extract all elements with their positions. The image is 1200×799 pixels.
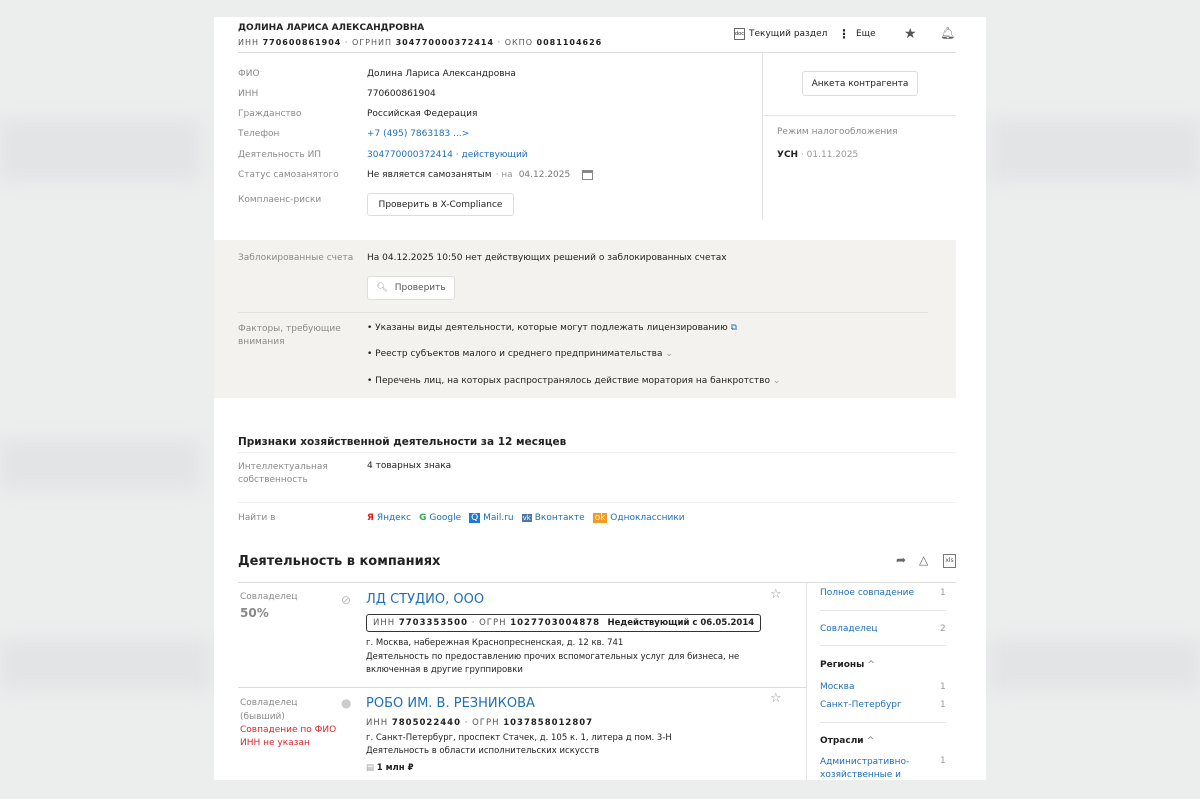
label-citizenship: Гражданство [238, 109, 302, 119]
label-ip-activity: Деятельность ИП [238, 150, 322, 160]
star-outline-icon[interactable]: ☆ [770, 587, 782, 602]
company-link[interactable]: ЛД СТУДИО, ООО [366, 592, 485, 607]
filter-count: 1 [940, 588, 946, 598]
google-icon: G [419, 513, 427, 523]
filter-region[interactable]: Москва [820, 682, 855, 692]
company-activity: Деятельность по предоставлению прочих вспомогательных услуг для бизнеса, не включенная в другие группировки [366, 652, 740, 675]
filter-count: 1 [940, 700, 946, 710]
company-address: г. Москва, набережная Краснопресненская, д. 12 кв. 741 [366, 638, 624, 648]
label-compliance: Комплаенс-риски [238, 195, 322, 205]
excel-export-icon[interactable]: xls [943, 554, 956, 568]
filter-region[interactable]: Санкт-Петербург [820, 700, 902, 710]
money-icon: ▤ [366, 763, 375, 773]
role-label: Совладелец [240, 592, 298, 602]
match-warning: Совпадение по ФИО [240, 725, 337, 735]
filter-industry[interactable]: Административно-хозяйственные и [820, 757, 910, 780]
value-fio: Долина Лариса Александровна [367, 69, 516, 79]
find-mailru[interactable]: Q Mail.ru [471, 513, 514, 523]
role-label: Совладелец (бывший) [240, 698, 298, 722]
company-capital: ▤ 1 млн ₽ [366, 763, 414, 773]
company-activity: Деятельность в области исполнительских искусств [366, 746, 600, 756]
filter-count: 2 [940, 624, 946, 634]
label-inn: ИНН [238, 89, 259, 99]
chevron-up-icon: ^ [866, 736, 875, 746]
company-ids-box: ИНН 7703353500 · ОГРН 1027703004878 Недействующий с 06.05.2014 [366, 614, 761, 632]
find-yandex[interactable]: Я Яндекс [367, 513, 412, 523]
factors-label: Факторы, требующие внимания [238, 324, 341, 347]
company-address: г. Санкт-Петербург, проспект Стачек, д. 105 к. 1, литера д пом. 3-Н [366, 733, 672, 743]
calendar-icon[interactable] [582, 170, 593, 180]
odnoklassniki-icon: ok [594, 513, 606, 523]
share-icon[interactable]: ➦ [896, 553, 907, 567]
date-input[interactable]: 04.12.2025 [518, 170, 571, 180]
company-link[interactable]: РОБО ИМ. В. РЕЗНИКОВА [366, 696, 535, 711]
star-outline-icon[interactable]: ☆ [770, 691, 782, 706]
header-ids: ИНН 770600861904 · ОГРНИП 304770000372414 · ОКПО 0081104626 [238, 38, 603, 47]
value-inn: 770600861904 [367, 89, 436, 99]
tax-value: УСН · 01.11.2025 [777, 150, 859, 160]
current-section-button[interactable]: doc Текущий раздел [735, 29, 828, 39]
favorite-star-icon[interactable]: ★ [904, 26, 917, 42]
vk-icon: vk [522, 514, 531, 522]
chevron-down-icon[interactable]: ⌄ [772, 376, 781, 386]
blocked-text: На 04.12.2025 10:50 нет действующих решений о заблокированных счетах [367, 253, 727, 263]
label-fio: ФИО [238, 69, 260, 79]
filter-coowner[interactable]: Совладелец [820, 624, 878, 634]
blocked-label: Заблокированные счета [238, 253, 354, 263]
anketa-button[interactable]: Анкета контрагента [802, 71, 918, 96]
find-vk[interactable]: vk Вконтакте [522, 513, 585, 523]
factor-item[interactable]: • Реестр субъектов малого и среднего предпринимательства ⌄ [367, 349, 673, 359]
find-google[interactable]: G Google [419, 513, 462, 523]
more-button[interactable]: ⋮ Еще [838, 27, 876, 41]
factor-item[interactable]: • Перечень лиц, на которых распространялось действие моратория на банкротство ⌄ [367, 376, 781, 386]
find-label: Найти в [238, 513, 276, 523]
label-selfemployed: Статус самозанятого [238, 170, 339, 180]
chevron-down-icon[interactable]: ⌄ [665, 349, 673, 359]
bell-icon[interactable]: 🔔︎ [940, 26, 956, 40]
search-icon: 🔍︎ [376, 283, 388, 293]
activity-title: Деятельность в компаниях [238, 554, 441, 569]
ip-activity-link[interactable]: 304770000372414 · действующий [367, 150, 528, 160]
counterparty-card [214, 17, 986, 780]
chevron-up-icon: ^ [867, 660, 875, 670]
signs-title: Признаки хозяйственной деятельности за 12 месяцев [238, 436, 567, 448]
more-vertical-icon: ⋮ [838, 27, 850, 41]
regions-toggle[interactable]: Регионы ^ [820, 660, 875, 670]
inactive-icon: ⊘ [341, 593, 352, 607]
mailru-icon: Q [471, 513, 479, 523]
filter-count: 1 [940, 682, 946, 692]
value-citizenship: Российская Федерация [367, 109, 478, 119]
company-ids: ИНН 7805022440 · ОГРН 1037858012807 [366, 718, 594, 728]
ip-value: 4 товарных знака [367, 461, 452, 471]
ip-label: Интеллектуальная собственность [238, 462, 328, 485]
label-phone: Телефон [238, 129, 280, 139]
doc-icon: doc [734, 28, 745, 40]
find-ok[interactable]: ok Одноклассники [594, 513, 685, 523]
factor-item[interactable]: • Указаны виды деятельности, которые могут подлежать лицензированию ⧉ [367, 323, 738, 333]
inn-warning: ИНН не указан [240, 738, 310, 748]
yandex-icon: Я [367, 513, 374, 523]
external-link-icon[interactable]: ⧉ [730, 323, 738, 333]
phone-link[interactable]: +7 (495) 7863183 ...> [367, 129, 470, 139]
tax-label: Режим налогообложения [777, 127, 898, 137]
find-links [367, 513, 685, 523]
selfemployed-status: Не является самозанятым · на 04.12.2025 [367, 170, 593, 180]
check-blocked-button[interactable]: 🔍︎ Проверить [367, 276, 455, 300]
graph-icon[interactable]: △ [919, 553, 929, 567]
status-circle-icon: ● [341, 696, 352, 710]
share-percent: 50% [240, 606, 269, 620]
risk-section [214, 240, 956, 398]
person-name-title: ДОЛИНА ЛАРИСА АЛЕКСАНДРОВНА [238, 23, 425, 33]
filter-full-match[interactable]: Полное совпадение [820, 588, 915, 598]
filter-count: 1 [940, 756, 946, 766]
x-compliance-button[interactable]: Проверить в X-Compliance [367, 193, 514, 216]
industries-toggle[interactable]: Отрасли ^ [820, 736, 875, 746]
